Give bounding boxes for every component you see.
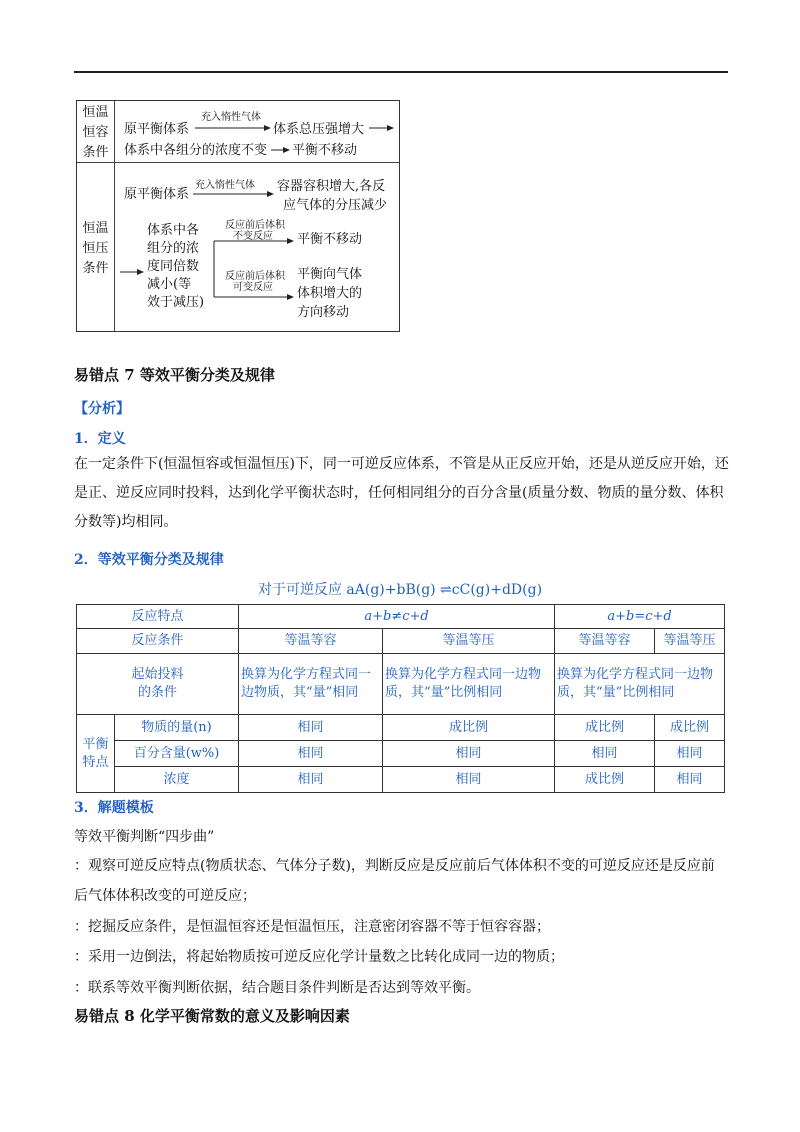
row-label: 百分含量(w%) (115, 741, 239, 767)
cond-3: 等温等容 (555, 629, 655, 654)
step-1-cont: 后气体体积改变的可逆反应； (74, 888, 256, 904)
table-cell: 相同 (655, 741, 725, 767)
row2-label: 恒温 恒压 条件 (82, 221, 109, 276)
row-label: 物质的量(n) (115, 715, 239, 741)
table-cell: 相同 (383, 741, 555, 767)
header-condition: 反应条件 (77, 629, 239, 654)
table-cell: 相同 (383, 767, 555, 793)
classification-heading: 2．等效平衡分类及规律 (74, 552, 224, 568)
branch1-label-b: 不变反应 (233, 231, 273, 242)
row2-end-a: 容器容积增大,各反 (277, 179, 386, 194)
header-rule (74, 71, 728, 73)
reaction-caption: 对于可逆反应 aA(g)+bB(g) ⇌cC(g)+dD(g) (257, 582, 543, 598)
row1-label: 恒温 恒容 条件 (82, 105, 109, 160)
row2-end-b: 应气体的分压减少 (283, 198, 388, 213)
table-cell: 成比例 (555, 767, 655, 793)
row2-start: 原平衡体系 (124, 187, 190, 202)
step-4: ：联系等效平衡判断依据，结合题目条件判断是否达到等效平衡。 (74, 980, 480, 996)
table-cell: 相同 (239, 767, 383, 793)
branch1-label-a: 反应前后体积 (225, 220, 285, 231)
cond-4: 等温等压 (655, 629, 725, 654)
step-1: ：观察可逆反应特点(物质状态、气体分子数)，判断反应是反应前后气体体积不变的可逆反应还是反应前 (74, 858, 715, 874)
start-label: 起始投料 的条件 (77, 654, 239, 715)
row1-end: 体系总压强增大 (273, 122, 365, 137)
table-cell: 相同 (655, 767, 725, 793)
branch2-end: 平衡向气体 体积增大的 方向移动 (297, 267, 363, 320)
step-2: ：挖掘反应条件，是恒温恒容还是恒温恒压，注意密闭容器不等于恒容容器； (74, 919, 550, 935)
branch1-end: 平衡不移动 (297, 232, 363, 247)
row1-start: 原平衡体系 (124, 122, 190, 137)
cond-1: 等温等容 (239, 629, 383, 654)
row1-line2-end: 平衡不移动 (292, 143, 358, 158)
row2-middle: 体系中各 组分的浓 度同倍数 减小(等 效于减压) (147, 223, 205, 310)
diagram-arrows (77, 101, 401, 333)
template-intro: 等效平衡判断“四步曲” (74, 829, 215, 845)
equivalent-equilibrium-table (76, 604, 725, 793)
header-neq: a+b≠c+d (239, 605, 555, 629)
row1-arrow-label: 充入惰性气体 (201, 112, 261, 123)
branch2-label-b: 可变反应 (233, 282, 273, 293)
table-cell: 相同 (239, 715, 383, 741)
table-cell: 相同 (555, 741, 655, 767)
definition-text: 在一定条件下(恒温恒容或恒温恒压)下，同一可逆反应体系，不管是从正反应开始，还是从逆反应开始，还是正、逆反应同时投料，达到化学平衡状态时，任何相同组分的百分含量(质量分数、物质的量分数、体积分数等)均相同。 (74, 456, 729, 530)
header-eq: a+b=c+d (555, 605, 725, 629)
row-label: 浓度 (115, 767, 239, 793)
start-1: 换算为化学方程式同一边物质，其“量”相同 (239, 654, 383, 715)
balance-label: 平衡 特点 (77, 715, 115, 793)
header-feature: 反应特点 (77, 605, 239, 629)
step-3: ：采用一边倒法，将起始物质按可逆反应化学计量数之比转化成同一边的物质； (74, 949, 564, 965)
definition-heading: 1．定义 (74, 431, 126, 447)
pressure-condition-diagram (76, 100, 400, 332)
branch2-label-a: 反应前后体积 (225, 271, 285, 282)
analysis-label: 【分析】 (74, 401, 130, 417)
row1-line2: 体系中各组分的浓度不变 (124, 143, 268, 158)
row2-arrow-label: 充入惰性气体 (195, 180, 255, 191)
cond-2: 等温等压 (383, 629, 555, 654)
table-cell: 成比例 (383, 715, 555, 741)
section8-title: 易错点 8 化学平衡常数的意义及影响因素 (74, 1007, 350, 1025)
table-cell: 成比例 (555, 715, 655, 741)
start-2: 换算为化学方程式同一边物质，其“量”比例相同 (383, 654, 555, 715)
table-cell: 相同 (239, 741, 383, 767)
section7-title: 易错点 7 等效平衡分类及规律 (74, 366, 275, 384)
start-3: 换算为化学方程式同一边物质，其“量”比例相同 (555, 654, 725, 715)
template-heading: 3．解题模板 (74, 800, 154, 816)
table-cell: 成比例 (655, 715, 725, 741)
